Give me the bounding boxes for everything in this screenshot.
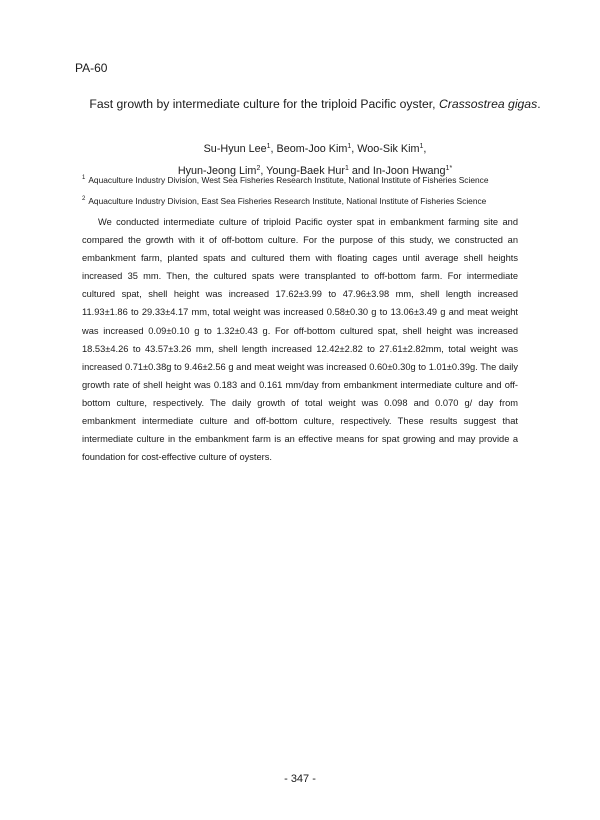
author-name: Young-Baek Hur (266, 165, 345, 177)
author-affil-mark: 1 (345, 165, 349, 172)
author-affil-mark: 1* (445, 165, 453, 172)
title-species: Crassostrea gigas (438, 97, 538, 111)
author-separator: , (270, 143, 277, 155)
affiliation-item (82, 169, 489, 190)
author-affil-mark: 1 (347, 143, 352, 150)
author-separator: , (260, 165, 267, 177)
affiliation-text: Aquaculture Industry Division, East Sea Fisheries Research Institute, National Institute of Fisheries Science (88, 196, 487, 206)
abstract-body: We conducted intermediate culture of triploid Pacific oyster spat in embankment farming site and compared the growth with it of off-bottom culture. For the purpose of this study, we constructed an embankment farm, planted spats and cultured them with floating cages until average shell heights increased 35 mm. Then, the cultured spats were transplanted to off-bottom farm. For intermediate cultured spat, shell height was increased 17.62±3.99 to 47.96±3.98 mm, shell length increased 11.93±1.86 to 29.33±4.17 mm, total weight was increased 0.58±0.30 g to 13.06±3.49 g and meat weight was increased 0.09±0.10 g to 1.32±0.43 g. For off-bottom cultured spat, shell height was increased 18.53±4.26 to 43.57±3.26 mm, shell length increased 12.42±2.82 to 27.61±2.82mm, total weight was increased 0.71±0.38g to 9.46±2.56 g and meat weight was increased 0.60±0.30g to 1.01±0.39g. The daily growth rate of shell height was 0.183 and 0.161 mm/day from embankment intermediate culture and off-bottom culture, respectively. The daily growth of total weight was 0.098 and 0.070 g/ day from embankment intermediate culture and off-bottom culture, respectively. These results suggest that intermediate culture in the embankment farm is an effective means for spat growing and may provide a foundation for cost-effective culture of oysters. (82, 217, 518, 463)
affiliation-text: Aquaculture Industry Division, West Sea Fisheries Research Institute, National Institute of Fisheries Science (88, 175, 489, 185)
paper-code: PA-60 (75, 61, 108, 75)
affiliation-item (82, 190, 489, 211)
author-affil-mark: 1 (266, 143, 271, 150)
author-line-1 (75, 137, 555, 159)
author-name: Hyun-Jeong Lim (177, 165, 257, 177)
page-number: - 347 - (284, 773, 316, 785)
author-separator: and (348, 165, 373, 177)
author-name: In-Joon Hwang (372, 165, 446, 177)
author-name: Beom-Joo Kim (276, 143, 348, 155)
title-end: . (537, 97, 541, 111)
affiliation-mark: 2 (82, 196, 86, 202)
paper-title (75, 97, 555, 111)
title-text: Fast growth by intermediate culture for the triploid Pacific oyster, (89, 97, 436, 111)
author-affil-mark: 1 (419, 143, 424, 150)
author-name: Woo-Sik Kim (357, 143, 420, 155)
author-affil-mark: 2 (256, 165, 261, 172)
author-separator: , (423, 143, 427, 155)
author-separator: , (351, 143, 358, 155)
author-name: Su-Hyun Lee (203, 143, 267, 155)
affiliation-list (82, 169, 489, 211)
affiliation-mark: 1 (82, 175, 86, 181)
